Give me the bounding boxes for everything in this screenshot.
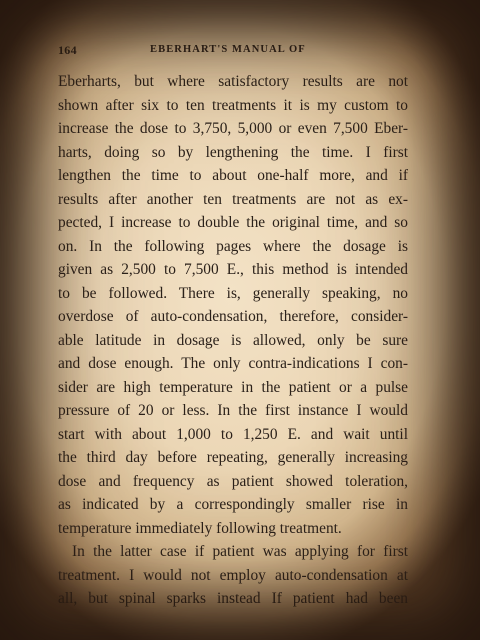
text-line: dose and frequency as patient showed toleration, bbox=[58, 472, 408, 490]
text-line: on. In the following pages where the dosage is bbox=[58, 237, 408, 255]
text-line: temperature immediately following treatment. bbox=[58, 519, 342, 537]
text-line: and dose enough. The only contra-indications I con- bbox=[58, 355, 408, 372]
running-head: EBERHART'S MANUAL OF bbox=[150, 44, 306, 55]
text-line: lengthen the time to about one-half more, and if bbox=[58, 167, 408, 184]
page-number: 164 bbox=[58, 43, 77, 57]
text-line: the third day before repeating, generally increasing bbox=[58, 449, 408, 466]
text-line: treatment. I would not employ auto-condensation at bbox=[58, 566, 408, 584]
body-text bbox=[58, 70, 408, 611]
text-line: In the latter case if patient was applying for first bbox=[72, 543, 408, 560]
text-line: given as 2,500 to 7,500 E., this method is intended bbox=[58, 261, 408, 278]
text-line: harts, doing so by lengthening the time. I first bbox=[58, 143, 408, 161]
page-header bbox=[58, 43, 418, 61]
text-line: overdose of auto-condensation, therefore, consider- bbox=[58, 308, 408, 325]
text-line: increase the dose to 3,750, 5,000 or even 7,500 Eber- bbox=[58, 120, 408, 137]
text-line: start with about 1,000 to 1,250 E. and wait until bbox=[58, 425, 408, 443]
text-line: results after another ten treatments are not as ex- bbox=[58, 190, 408, 208]
text-line: Eberharts, but where satisfactory results are not bbox=[58, 73, 408, 90]
text-line: pected, I increase to double the original time, and so bbox=[58, 214, 408, 231]
text-line: able latitude in dosage is allowed, only be sure bbox=[58, 331, 408, 349]
text-line: pressure of 20 or less. In the first instance I would bbox=[58, 402, 408, 419]
text-line: all, but spinal sparks instead If patient had been bbox=[58, 590, 408, 607]
text-line: sider are high temperature in the patient or a pulse bbox=[58, 378, 408, 396]
text-line: as indicated by a correspondingly smaller rise in bbox=[58, 496, 408, 513]
text-line: to be followed. There is, generally speaking, no bbox=[58, 284, 408, 302]
text-line: shown after six to ten treatments it is my custom to bbox=[58, 96, 408, 114]
